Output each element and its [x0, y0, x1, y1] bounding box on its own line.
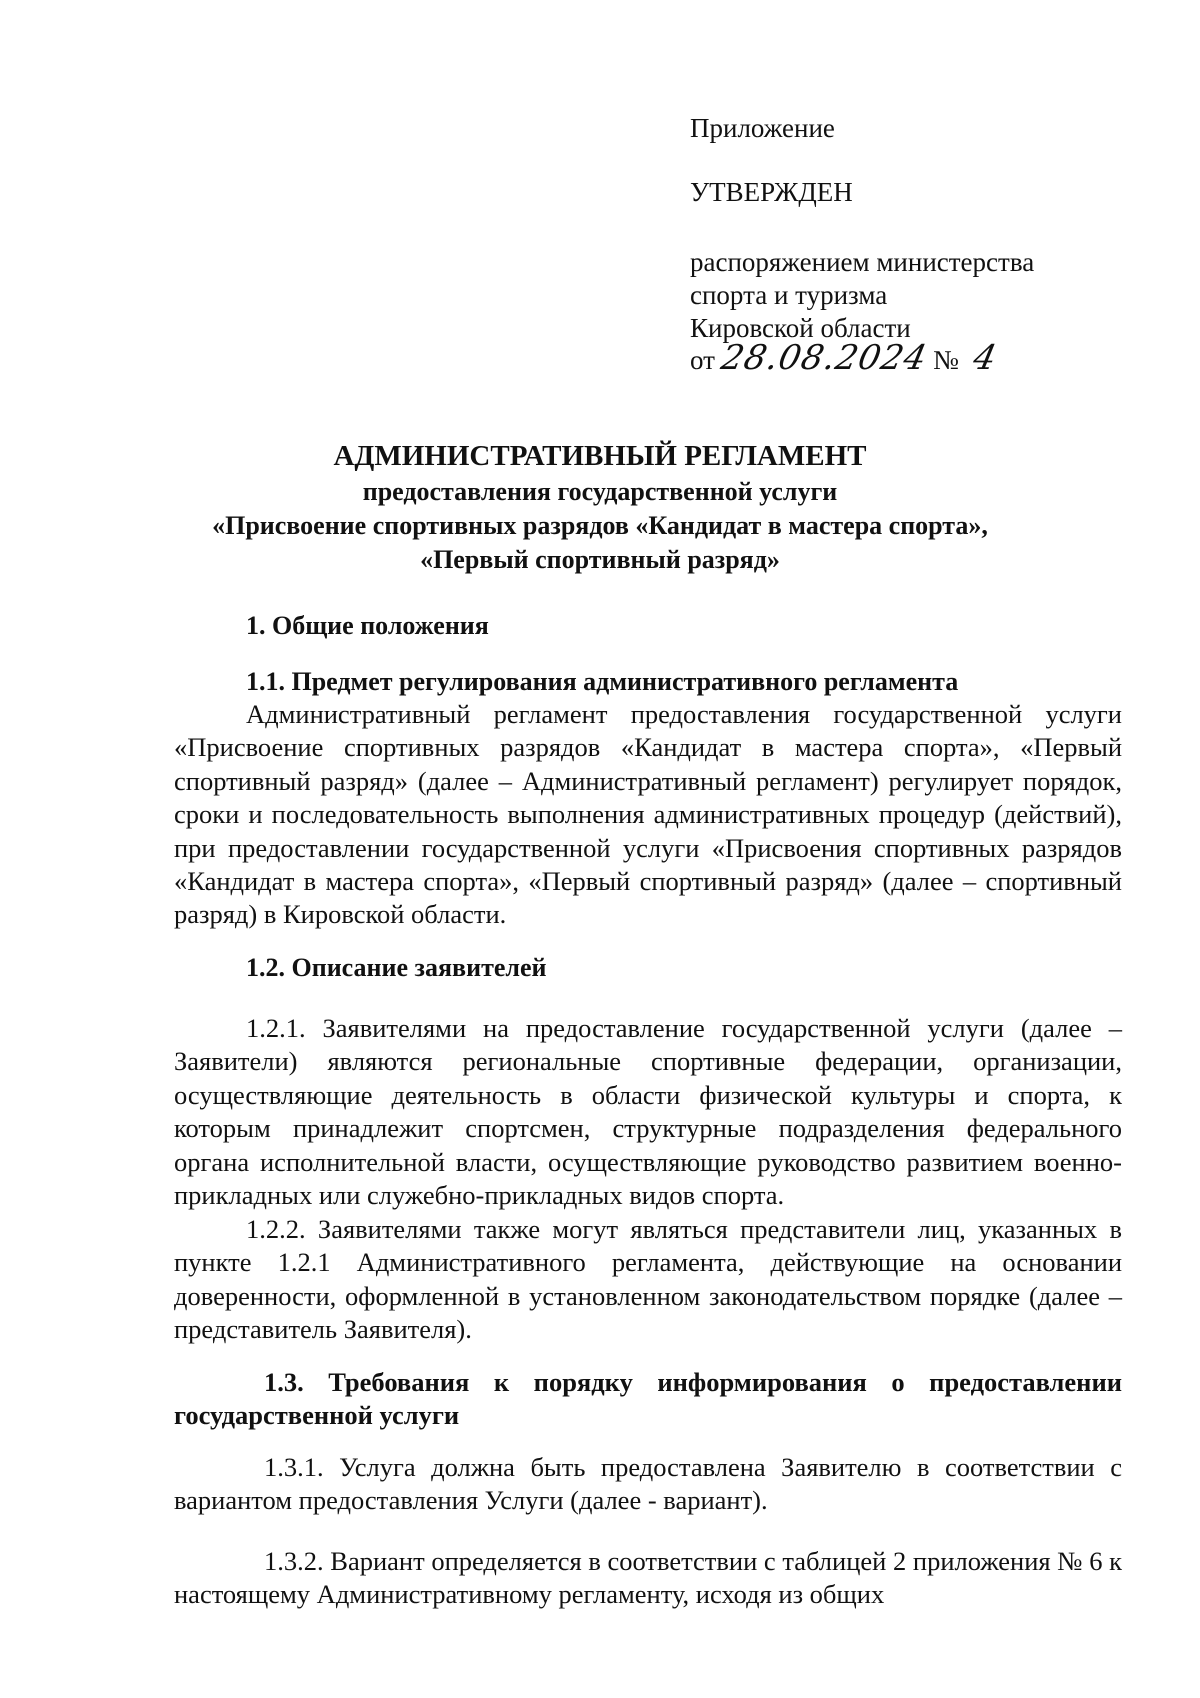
document-subtitle-2: «Присвоение спортивных разрядов «Кандидат в мастера спорта»,: [212, 511, 988, 540]
document-subtitle-1: предоставления государственной услуги: [362, 477, 838, 506]
order-line-2: спорта и туризма: [690, 280, 888, 310]
appendix-label: Приложение: [690, 113, 835, 143]
approved-label: УТВЕРЖДЕН: [690, 177, 853, 207]
section-1-3-1-paragraph: 1.3.1. Услуга должна быть предоставлена Заявителю в соответствии с вариантом предоставления Услуги (далее - вариант).: [174, 1452, 1122, 1516]
order-line-3: Кировской области: [690, 313, 911, 343]
section-1-2-heading: 1.2. Описание заявителей: [246, 953, 547, 982]
order-date-line: [690, 338, 1001, 378]
document-subtitle-3: «Первый спортивный разряд»: [420, 545, 780, 574]
section-1-3-2-paragraph: 1.3.2. Вариант определяется в соответствии с таблицей 2 приложения № 6 к настоящему Административному регламенту, исходя из общих: [174, 1546, 1122, 1610]
section-1-1-paragraph: Административный регламент предоставления государственной услуги «Присвоение спортивных разрядов «Кандидат в мастера спорта», «Первый спортивный разряд» (далее – Административный регламент) регулирует порядок, сроки и последовательность выполнения административных процедур (действий), при предоставлении государственной услуги «Присвоения спортивных разрядов «Кандидат в мастера спорта», «Первый спортивный разряд» (далее – спортивный разряд) в Кировской области.: [174, 699, 1122, 930]
section-1-2-1-paragraph: 1.2.1. Заявителями на предоставление государственной услуги (далее – Заявители) являются региональные спортивные федерации, организации, осуществляющие деятельность в области физической культуры и спорта, к которым принадлежит спортсмен, структурные подразделения федерального органа исполнительной власти, осуществляющие руководство развитием военно-прикладных или служебно-прикладных видов спорта.: [174, 1013, 1122, 1211]
number-sign: №: [933, 345, 959, 375]
section-1-heading: 1. Общие положения: [246, 611, 489, 640]
date-prefix: от: [690, 345, 715, 375]
section-1-2-2-paragraph: 1.2.2. Заявителями также могут являться представители лиц, указанных в пункте 1.2.1 Административного регламента, действующие на основании доверенности, оформленной в установленном законодательством порядке (далее – представитель Заявителя).: [174, 1214, 1122, 1345]
document-title: АДМИНИСТРАТИВНЫЙ РЕГЛАМЕНТ: [333, 440, 867, 472]
section-1-1-heading: 1.1. Предмет регулирования административного регламента: [246, 667, 959, 696]
order-line-1: распоряжением министерства: [690, 247, 1035, 277]
section-1-3-heading: 1.3. Требования к порядку информирования о предоставлении государственной услуги: [174, 1367, 1122, 1431]
handwritten-number: 4: [969, 338, 1001, 378]
handwritten-date: 28.08.2024: [717, 338, 931, 378]
